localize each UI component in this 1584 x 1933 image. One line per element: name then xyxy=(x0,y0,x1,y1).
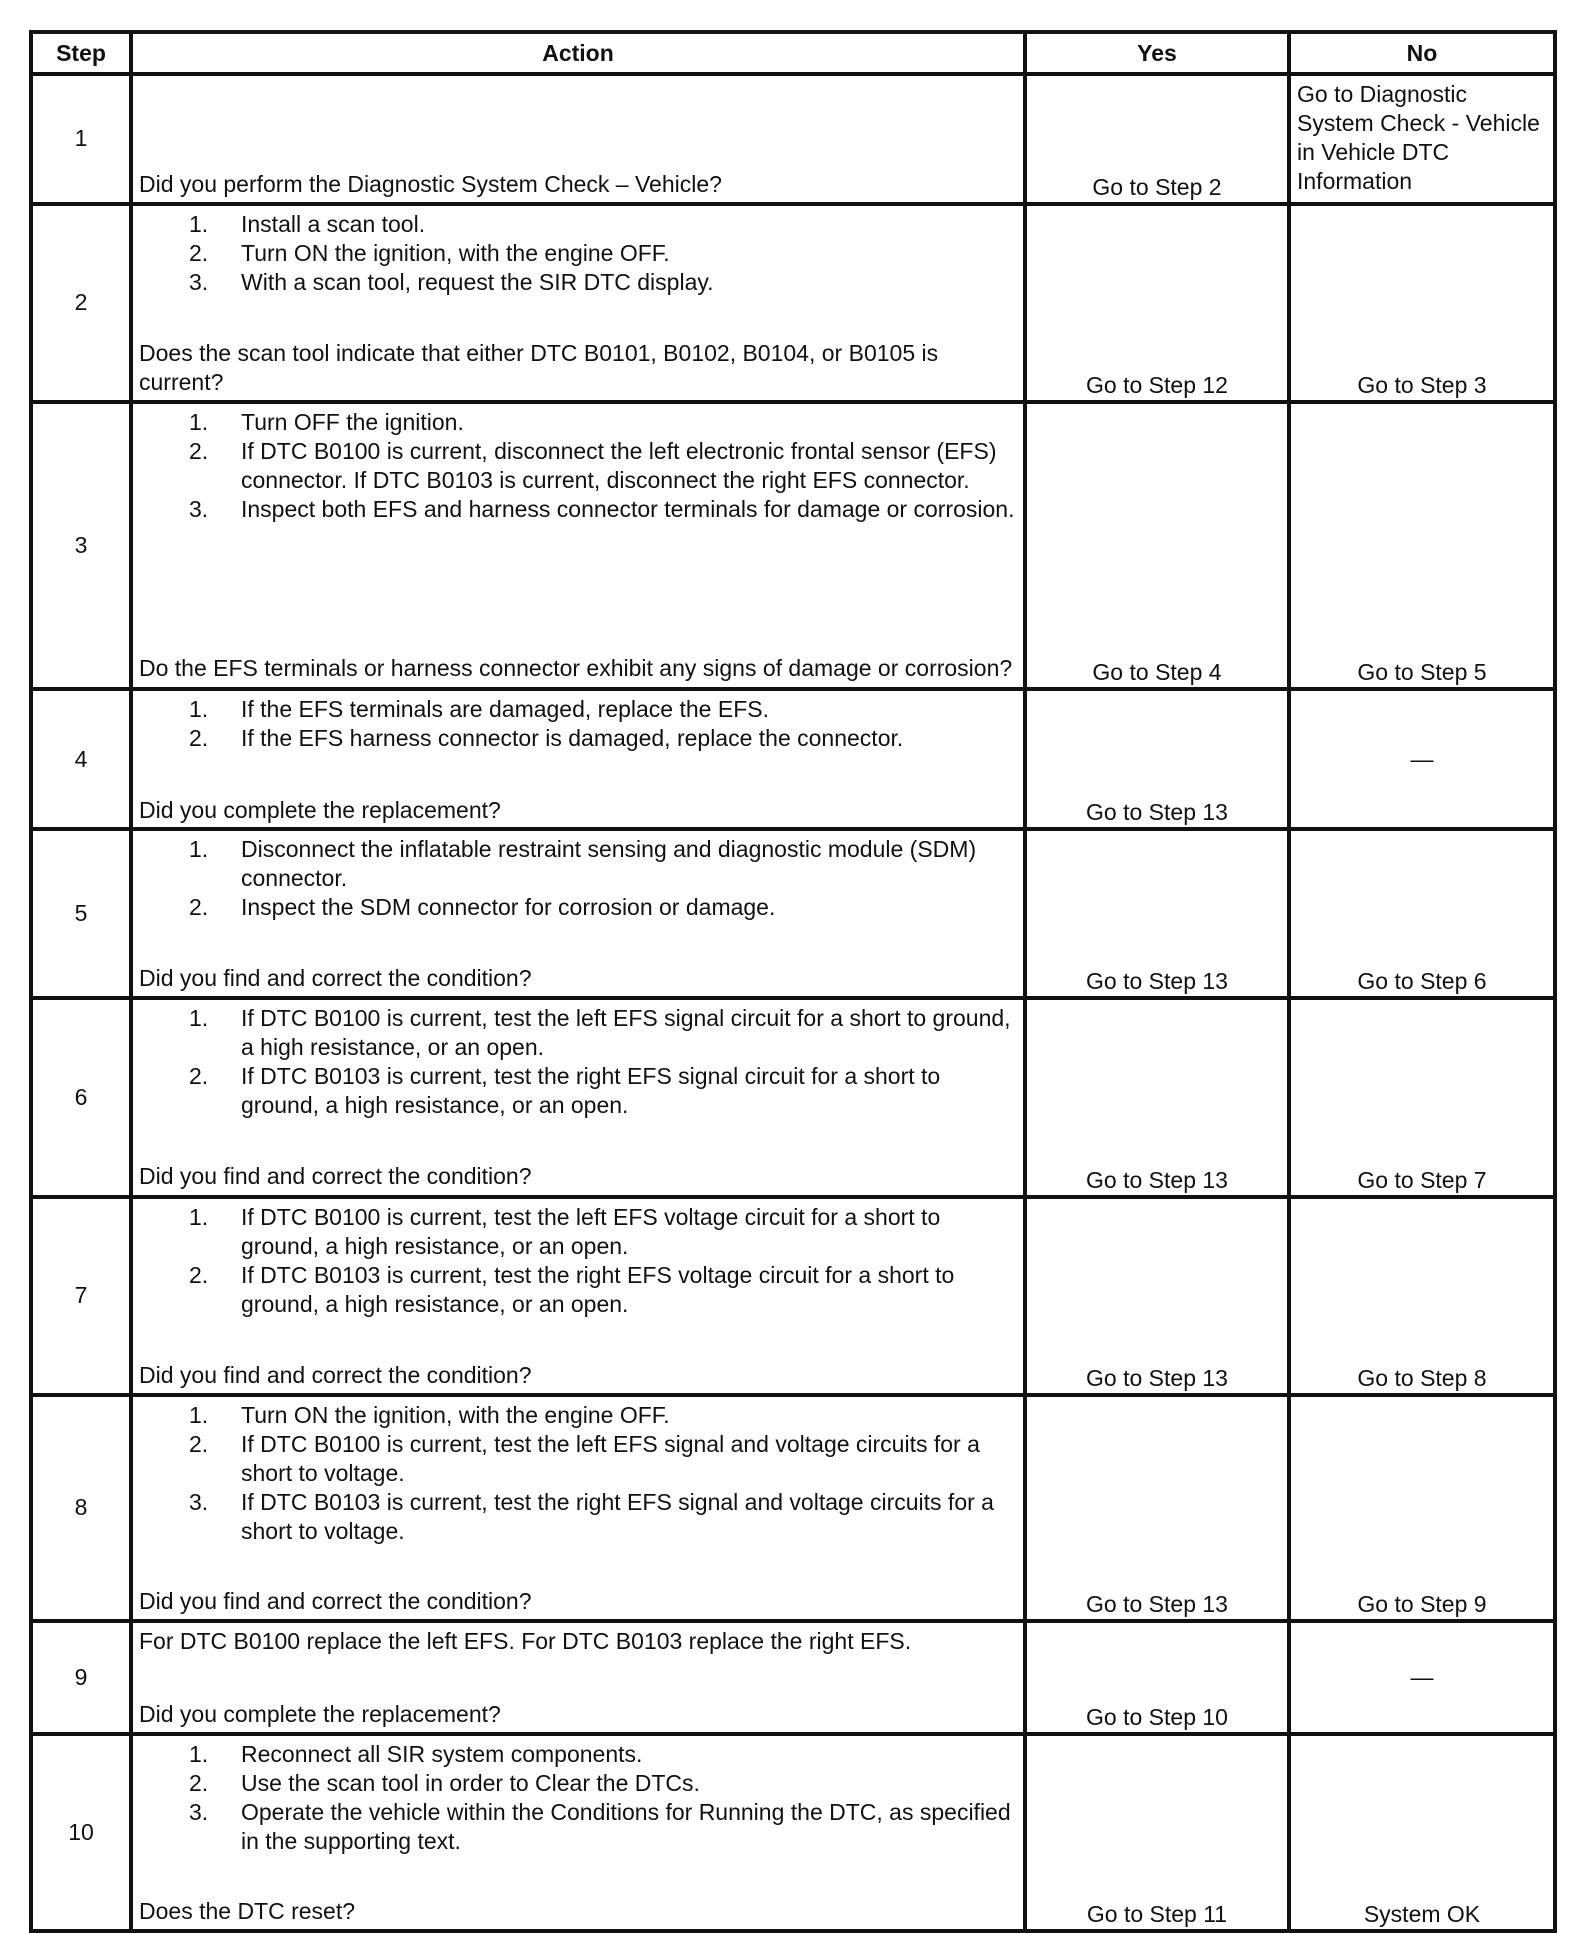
action-step xyxy=(139,1488,1017,1546)
action-steps xyxy=(139,695,1017,753)
step-index: 1. xyxy=(189,1740,209,1767)
action-step xyxy=(139,695,1017,724)
action-step-text: Turn OFF the ignition. xyxy=(241,408,464,435)
no-result: — xyxy=(1289,1621,1555,1734)
step-index: 2. xyxy=(189,1769,209,1796)
table-row xyxy=(31,1734,1555,1931)
action-step xyxy=(139,1769,1017,1798)
action-step xyxy=(139,835,1017,893)
yes-result: Go to Step 11 xyxy=(1025,1734,1289,1931)
action-question: Did you complete the replacement? xyxy=(139,796,501,823)
header-step: Step xyxy=(31,32,131,74)
step-index: 2. xyxy=(189,239,209,266)
header-action: Action xyxy=(131,32,1025,74)
action-steps xyxy=(139,210,1017,297)
step-index: 1. xyxy=(189,695,209,722)
step-index: 3. xyxy=(189,1488,209,1515)
action-step-text: Install a scan tool. xyxy=(241,210,426,237)
step-index: 2. xyxy=(189,437,209,464)
action-cell xyxy=(131,998,1025,1196)
no-result: System OK xyxy=(1289,1734,1555,1931)
action-step xyxy=(139,893,1017,922)
action-step-text: If DTC B0100 is current, test the left EFS signal circuit for a short to ground, a high resistance, or an open. xyxy=(241,1005,1011,1061)
action-steps xyxy=(139,1004,1017,1120)
step-index: 1. xyxy=(189,210,209,237)
action-step-text: If DTC B0100 is current, test the left EFS voltage circuit for a short to ground, a high resistance, or an open. xyxy=(241,1203,941,1259)
yes-result: Go to Step 13 xyxy=(1025,829,1289,998)
yes-result: Go to Step 13 xyxy=(1025,689,1289,830)
action-question: Did you find and correct the condition? xyxy=(139,1587,532,1614)
no-result: Go to Step 6 xyxy=(1289,829,1555,998)
action-cell xyxy=(131,1621,1025,1734)
action-step-text: If the EFS terminals are damaged, replace the EFS. xyxy=(241,695,769,722)
step-index: 1. xyxy=(189,1005,209,1032)
action-step xyxy=(139,1401,1017,1430)
step-number: 6 xyxy=(31,998,131,1196)
step-number: 7 xyxy=(31,1197,131,1395)
action-cell xyxy=(131,1734,1025,1931)
action-cell xyxy=(131,689,1025,830)
step-number: 4 xyxy=(31,689,131,830)
action-step xyxy=(139,210,1017,239)
header-yes: Yes xyxy=(1025,32,1289,74)
yes-result: Go to Step 4 xyxy=(1025,402,1289,689)
step-number: 2 xyxy=(31,204,131,402)
action-step xyxy=(139,1203,1017,1261)
diagnostic-table xyxy=(29,30,1557,1933)
action-step xyxy=(139,1798,1017,1856)
action-step-text: Turn ON the ignition, with the engine OFF. xyxy=(241,1401,670,1428)
no-result: — xyxy=(1289,689,1555,830)
action-step xyxy=(139,239,1017,268)
action-step-text: If DTC B0103 is current, test the right EFS signal and voltage circuits for a short to voltage. xyxy=(241,1488,994,1544)
table-row xyxy=(31,402,1555,689)
no-result: Go to Step 3 xyxy=(1289,204,1555,402)
action-cell xyxy=(131,74,1025,204)
action-question: Did you find and correct the condition? xyxy=(139,1163,532,1190)
action-step-text: If DTC B0103 is current, test the right EFS voltage circuit for a short to ground, a high resistance, or an open. xyxy=(241,1261,955,1317)
step-index: 2. xyxy=(189,724,209,751)
step-number: 8 xyxy=(31,1395,131,1621)
table-row xyxy=(31,829,1555,998)
step-index: 1. xyxy=(189,1203,209,1230)
action-step-text: Inspect the SDM connector for corrosion or damage. xyxy=(241,894,776,921)
step-number: 9 xyxy=(31,1621,131,1734)
table-row xyxy=(31,689,1555,830)
action-question: Does the DTC reset? xyxy=(139,1897,356,1924)
step-number: 1 xyxy=(31,74,131,204)
action-steps xyxy=(139,835,1017,922)
action-cell xyxy=(131,1395,1025,1621)
action-question: Does the scan tool indicate that either DTC B0101, B0102, B0104, or B0105 is current? xyxy=(139,339,939,395)
action-step xyxy=(139,1430,1017,1488)
step-index: 2. xyxy=(189,1261,209,1288)
table-row xyxy=(31,1197,1555,1395)
step-index: 2. xyxy=(189,1063,209,1090)
action-step-text: If DTC B0103 is current, test the right EFS signal circuit for a short to ground, a high resistance, or an open. xyxy=(241,1063,941,1119)
action-step-text: Use the scan tool in order to Clear the DTCs. xyxy=(241,1769,700,1796)
step-number: 5 xyxy=(31,829,131,998)
action-step-text: Reconnect all SIR system components. xyxy=(241,1740,643,1767)
action-cell xyxy=(131,402,1025,689)
table-row xyxy=(31,998,1555,1196)
yes-result: Go to Step 13 xyxy=(1025,998,1289,1196)
yes-result: Go to Step 10 xyxy=(1025,1621,1289,1734)
action-steps xyxy=(139,1401,1017,1546)
step-index: 2. xyxy=(189,894,209,921)
step-index: 2. xyxy=(189,1430,209,1457)
action-step-text: If DTC B0100 is current, test the left EFS signal and voltage circuits for a short to voltage. xyxy=(241,1430,980,1486)
action-question: Did you perform the Diagnostic System Check – Vehicle? xyxy=(139,171,722,197)
action-step xyxy=(139,1062,1017,1120)
step-index: 1. xyxy=(189,1401,209,1428)
yes-result: Go to Step 2 xyxy=(1025,74,1289,204)
table-body xyxy=(31,74,1555,1931)
yes-result: Go to Step 12 xyxy=(1025,204,1289,402)
action-step-text: Disconnect the inflatable restraint sensing and diagnostic module (SDM) connector. xyxy=(241,836,977,892)
action-step xyxy=(139,724,1017,753)
yes-result: Go to Step 13 xyxy=(1025,1395,1289,1621)
table-row xyxy=(31,1395,1555,1621)
action-step-text: Turn ON the ignition, with the engine OFF. xyxy=(241,239,670,266)
action-text: For DTC B0100 replace the left EFS. For DTC B0103 replace the right EFS. xyxy=(139,1628,912,1655)
table-row xyxy=(31,74,1555,204)
action-steps xyxy=(139,408,1017,524)
action-step-text: Inspect both EFS and harness connector terminals for damage or corrosion. xyxy=(241,495,1015,522)
table-row xyxy=(31,1621,1555,1734)
action-question: Do the EFS terminals or harness connector exhibit any signs of damage or corrosion? xyxy=(139,654,1013,681)
no-result: Go to Step 7 xyxy=(1289,998,1555,1196)
step-number: 3 xyxy=(31,402,131,689)
action-cell xyxy=(131,204,1025,402)
action-steps xyxy=(139,1203,1017,1319)
action-step xyxy=(139,1261,1017,1319)
action-question: Did you find and correct the condition? xyxy=(139,1361,532,1388)
step-number: 10 xyxy=(31,1734,131,1931)
action-question: Did you complete the replacement? xyxy=(139,1701,501,1728)
action-step xyxy=(139,408,1017,437)
action-steps xyxy=(139,1740,1017,1856)
action-step xyxy=(139,1004,1017,1062)
no-result: Go to Step 5 xyxy=(1289,402,1555,689)
action-cell xyxy=(131,1197,1025,1395)
action-step-text: With a scan tool, request the SIR DTC display. xyxy=(241,268,714,295)
header-no: No xyxy=(1289,32,1555,74)
action-step-text: Operate the vehicle within the Conditions for Running the DTC, as specified in the supporting text. xyxy=(241,1798,1011,1854)
table-row xyxy=(31,204,1555,402)
step-index: 3. xyxy=(189,495,209,522)
no-result: Go to Diagnostic System Check - Vehicle in Vehicle DTC Information xyxy=(1289,74,1555,204)
step-index: 3. xyxy=(189,1798,209,1825)
step-index: 3. xyxy=(189,268,209,295)
action-step xyxy=(139,1740,1017,1769)
step-index: 1. xyxy=(189,836,209,863)
no-result: Go to Step 8 xyxy=(1289,1197,1555,1395)
action-question: Did you find and correct the condition? xyxy=(139,965,532,992)
action-step xyxy=(139,437,1017,495)
step-index: 1. xyxy=(189,408,209,435)
action-cell xyxy=(131,829,1025,998)
action-step xyxy=(139,495,1017,524)
no-result: Go to Step 9 xyxy=(1289,1395,1555,1621)
action-step-text: If DTC B0100 is current, disconnect the left electronic frontal sensor (EFS) connector. If DTC B0103 is current, disconnect the right EFS connector. xyxy=(241,437,997,493)
action-step xyxy=(139,268,1017,297)
yes-result: Go to Step 13 xyxy=(1025,1197,1289,1395)
header-row xyxy=(31,32,1555,74)
action-step-text: If the EFS harness connector is damaged, replace the connector. xyxy=(241,724,904,751)
